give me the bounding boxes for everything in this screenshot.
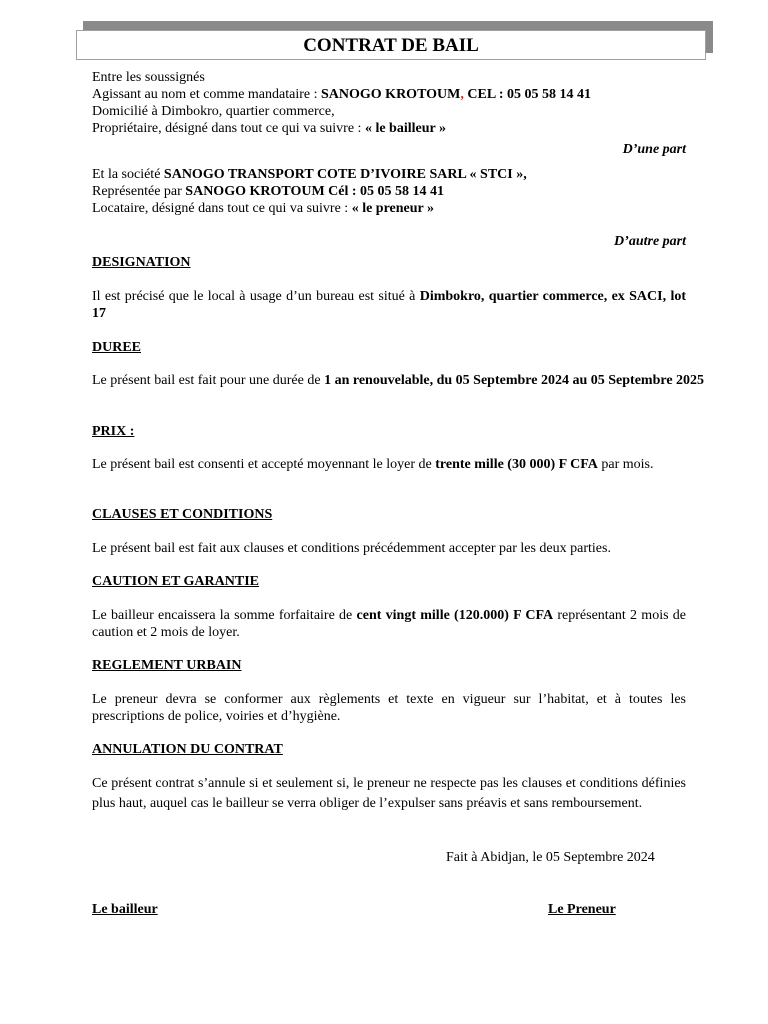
signature-lessor: Le bailleur [92,902,158,917]
prix-text [92,456,686,473]
caution-heading: CAUTION ET GARANTIE [92,574,259,589]
lessor-comma: , [460,87,464,102]
signature-tenant: Le Preneur [548,902,616,917]
tenant-role: « le preneur » [351,201,435,216]
document-title: CONTRAT DE BAIL [76,30,706,60]
tenant-rep-prefix: Représentée par [92,184,186,199]
prix-amount: trente mille (30 000) F CFA [435,457,598,472]
part-two-label: D’autre part [614,234,686,249]
parties-section [92,69,686,137]
designation-heading: DESIGNATION [92,255,191,270]
clauses-text: Le présent bail est fait aux clauses et conditions précédemment accepter par les deux parties. [92,541,611,556]
annulation-heading: ANNULATION DU CONTRAT [92,742,283,757]
annulation-text: Ce présent contrat s’annule si et seulement si, le preneur ne respecte pas les clauses et conditions définies plus haut, auquel cas le bailleur se verra obliger de l’expulser sans préavis et sans remboursement. [92,776,686,811]
caution-suffix: représentant 2 mois de caution et 2 mois de loyer. [92,608,686,640]
duree-body: Le présent bail est fait pour une durée de [92,373,325,388]
lessor-domicile: Domicilié à Dimbokro, quartier commerce, [92,104,335,119]
place-date: Fait à Abidjan, le 05 Septembre 2024 [446,850,655,865]
tenant-name: SANOGO TRANSPORT COTE D’IVOIRE SARL « STCI », [163,167,527,182]
caution-amount: cent vingt mille (120.000) F CFA [356,608,554,623]
intro-line: Entre les soussignés [92,70,205,85]
caution-body: Le bailleur encaissera la somme forfaitaire de [92,608,357,623]
designation-location: Dimbokro, quartier commerce, ex SACI, lot 17 [92,289,686,321]
tenant-rep: SANOGO KROTOUM Cél : 05 05 58 14 41 [185,184,445,199]
lessor-role-line [92,120,686,137]
caution-text [92,607,686,641]
designation-text [92,288,686,322]
reglement-heading: REGLEMENT URBAIN [92,658,242,673]
reglement-text: Le preneur devra se conformer aux règlements et texte en vigueur sur l’habitat, et à toutes les prescriptions de police, voiries et d’hygiène. [92,692,686,724]
lessor-phone: CEL : 05 05 58 14 41 [463,87,592,102]
designation-body: Il est précisé que le local à usage d’un bureau est situé à [92,289,420,304]
prix-suffix: par mois. [597,457,654,472]
lessor-prefix: Agissant au nom et comme mandataire : [92,87,321,102]
part-one-label: D’une part [622,142,686,157]
tenant-line [92,166,686,183]
tenant-rep-line [92,183,686,200]
tenant-role-prefix: Locataire, désigné dans tout ce qui va suivre : [92,201,352,216]
prix-body: Le présent bail est consenti et accepté moyennant le loyer de [92,457,436,472]
duree-heading: DUREE [92,340,142,355]
duree-text [92,372,722,389]
lessor-role-prefix: Propriétaire, désigné dans tout ce qui va suivre : [92,121,365,136]
lessor-line [92,86,686,103]
tenant-prefix: Et la société [92,167,164,182]
duree-period: 1 an renouvelable, du 05 Septembre 2024 au 05 Septembre 2025 [324,373,705,388]
tenant-role-line [92,200,686,217]
clauses-heading: CLAUSES ET CONDITIONS [92,507,273,522]
tenant-section [92,166,686,217]
prix-heading: PRIX : [92,424,135,439]
lessor-name: SANOGO KROTOUM [321,87,461,102]
lessor-role: « le bailleur » [364,121,446,136]
